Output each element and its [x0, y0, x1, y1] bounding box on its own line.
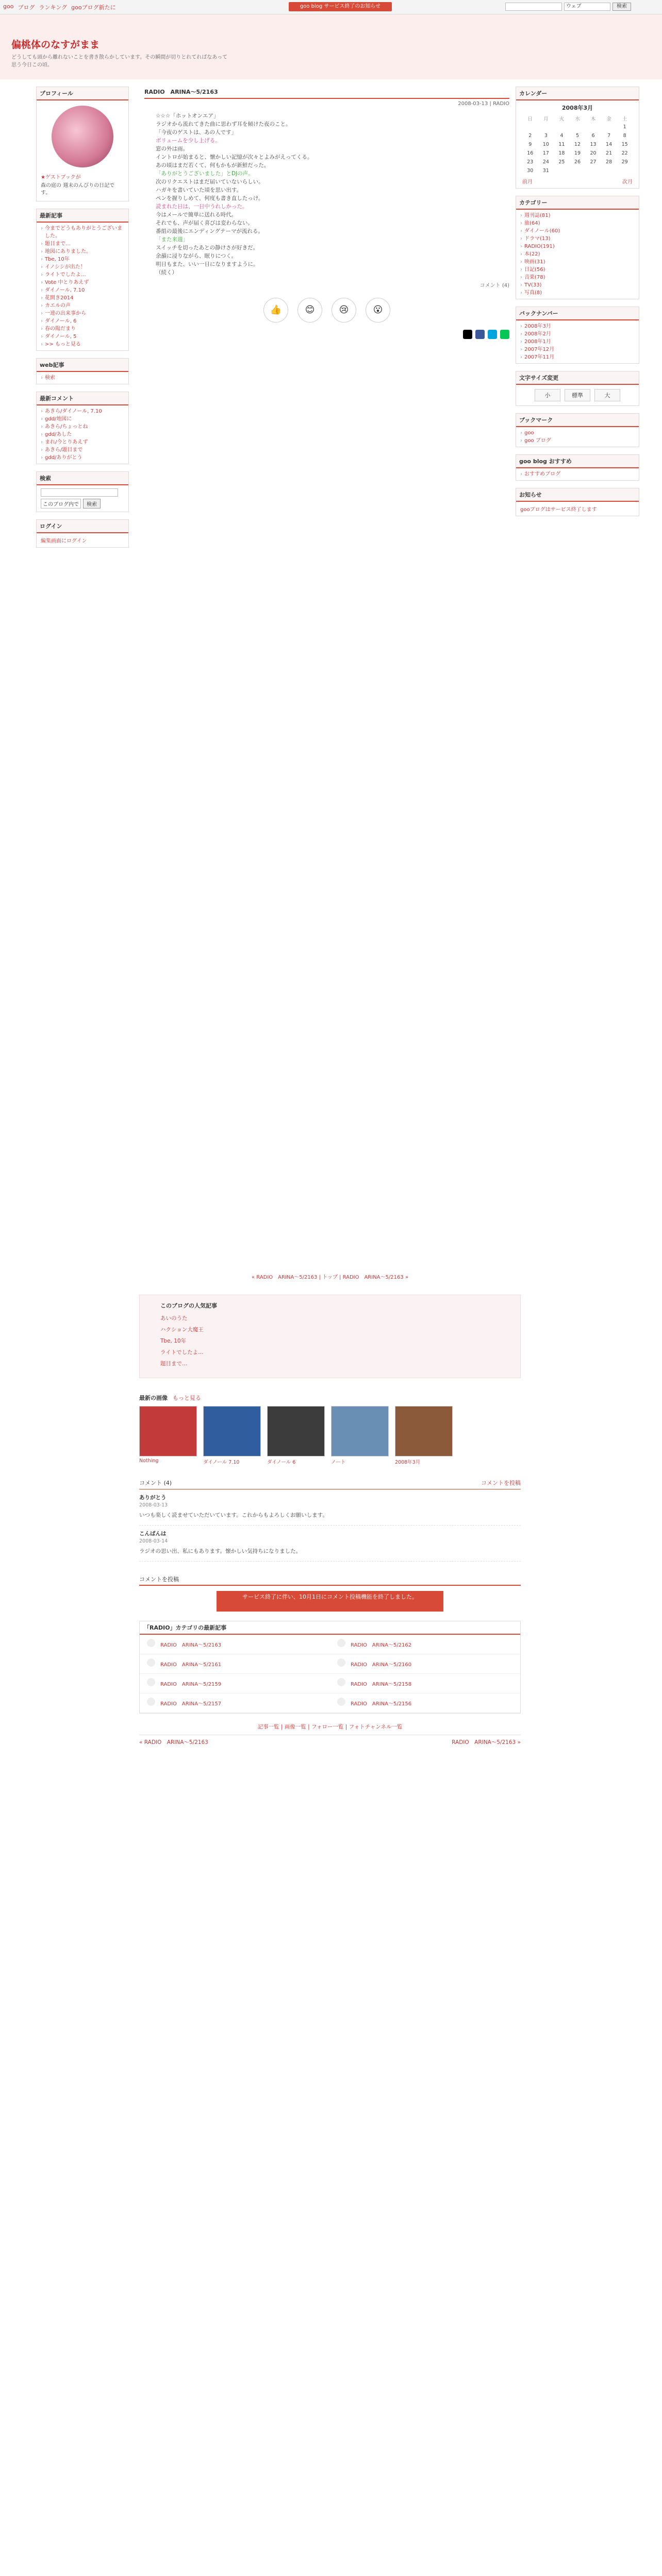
calendar-day[interactable]: 11	[558, 142, 565, 147]
reaction-sad-button[interactable]: 😢	[332, 298, 356, 323]
thumbnail-caption[interactable]: 2008年3月	[395, 1460, 421, 1465]
recent-entry-item[interactable]: › 春の陽だまり	[41, 325, 124, 333]
login-heading: ログイン	[37, 520, 128, 533]
entry-line: それでも、声が届く喜びは変わらない。	[156, 220, 253, 226]
calendar-day[interactable]: 10	[542, 142, 549, 147]
category-item[interactable]: › RADIO(191)	[520, 243, 635, 250]
entry-line: ボリュームを少し上げる。	[156, 138, 221, 144]
calendar-day[interactable]: 9	[528, 142, 532, 147]
entry-title[interactable]: RADIO ARINA〜5/2163	[144, 89, 218, 95]
backnumber-item[interactable]: › 2008年1月	[520, 338, 635, 346]
comment-date: 2008-03-13	[139, 1502, 168, 1508]
category-item[interactable]: › 音楽(78)	[520, 274, 635, 281]
category-item[interactable]: › 本(22)	[520, 250, 635, 258]
backnumber-item[interactable]: › 2008年2月	[520, 330, 635, 338]
recent-entry-item[interactable]: › 花開き2014	[41, 294, 124, 302]
popular-ranking-box	[139, 1295, 521, 1378]
entry-line: ☆☆☆「ホットオンエア」	[156, 113, 219, 119]
calendar-day	[601, 123, 617, 131]
category-latest-item[interactable]: RADIO ARINA〜5/2161	[140, 1654, 330, 1674]
comments-section	[139, 1479, 521, 1562]
calendar-day[interactable]: 16	[527, 150, 534, 156]
blog-title[interactable]: 偏桃体のなすがまま	[11, 39, 100, 50]
categories-heading: カテゴリー	[516, 196, 639, 210]
thumbnail-caption[interactable]: ダイノール 6	[267, 1460, 296, 1465]
recent-entry-item[interactable]: › 題目まで…	[41, 240, 124, 248]
calendar-weekday: 木	[590, 116, 596, 122]
calendar-day	[617, 166, 633, 175]
entry-line: 「今夜のゲストは、あの人です」	[156, 129, 237, 135]
category-item[interactable]: › ダイノール(60)	[520, 227, 635, 235]
goo-links-box	[516, 454, 639, 481]
comment-closed-notice[interactable]: サービス終了に伴い、10月1日にコメント投稿機能を終了しました。	[217, 1591, 443, 1612]
backnumber-item[interactable]: › 2007年12月	[520, 346, 635, 353]
share-facebook-icon[interactable]	[475, 330, 485, 339]
footer-links[interactable]: 記事一覧 | 画像一覧 | フォロー一覧 | フォトチャンネル一覧	[257, 1724, 403, 1730]
calendar-day[interactable]: 8	[623, 133, 626, 139]
top-link-new[interactable]: gooブログ新たに	[71, 4, 116, 11]
entry-header	[144, 87, 509, 99]
calendar-day[interactable]: 31	[542, 168, 549, 174]
calendar-day	[585, 123, 601, 131]
calendar-day[interactable]: 14	[606, 142, 613, 147]
lower-section	[139, 1273, 521, 1746]
entry-line: 「また来週」	[156, 236, 188, 243]
calendar-day[interactable]: 6	[591, 133, 595, 139]
category-item[interactable]: › 映画(31)	[520, 258, 635, 266]
calendar-weekday: 月	[543, 116, 549, 122]
calendar-day[interactable]: 13	[590, 142, 597, 147]
left-sidebar	[36, 87, 129, 555]
recent-entry-item[interactable]: › 今までどうもありがとうございました。	[41, 225, 124, 240]
recent-comments-heading: 最新コメント	[37, 392, 128, 405]
web-links-box	[36, 358, 129, 384]
top-link-goo[interactable]: goo	[3, 3, 14, 10]
calendar-day[interactable]: 4	[560, 133, 564, 139]
top-link-blog[interactable]: ブログ	[18, 4, 35, 11]
blog-search-input[interactable]	[41, 488, 118, 497]
calendar-day[interactable]: 30	[527, 168, 534, 174]
notice-heading: お知らせ	[516, 488, 639, 502]
fontsize-large-button[interactable]: 大	[594, 389, 620, 401]
entry-line: ラジオから流れてきた曲に思わず耳を傾けた夜のこと。	[156, 121, 291, 127]
category-item[interactable]: › TV(33)	[520, 281, 635, 289]
top-search	[505, 3, 631, 11]
reaction-buttons	[144, 298, 509, 323]
calendar-day[interactable]: 20	[590, 150, 597, 156]
entry-line: （続く）	[156, 269, 177, 276]
recent-comment-item[interactable]: › gdd/ありがとう	[41, 454, 124, 462]
reaction-like-button[interactable]: 👍	[263, 298, 288, 323]
calendar-day	[538, 123, 554, 131]
entry-body	[144, 112, 509, 277]
comment-text: ラジオの思い出、私にもあります。懐かしい気持ちになりました。	[139, 1548, 302, 1554]
recent-entry-item[interactable]: › 一連の出来事から	[41, 310, 124, 317]
ranking-heading: このブログの人気記事	[160, 1302, 217, 1309]
category-item[interactable]: › 週刊誌(81)	[520, 212, 635, 219]
profile-text: 森の庭の 週末のんびりの日記です。	[41, 183, 115, 196]
next-entry-link[interactable]: RADIO ARINA〜5/2163 »	[452, 1739, 521, 1745]
bookmark-heading: ブックマーク	[516, 414, 639, 427]
fontsize-heading: 文字サイズ変更	[516, 371, 639, 385]
category-latest-item[interactable]: RADIO ARINA〜5/2162	[330, 1635, 520, 1654]
thumbnail-card[interactable]	[267, 1406, 325, 1465]
recent-comment-item[interactable]: › gdd/地図に	[41, 415, 124, 423]
recent-images-heading: 最新の画像	[139, 1395, 168, 1401]
calendar-day[interactable]: 21	[606, 150, 613, 156]
top-bar	[0, 0, 662, 14]
entry-line: 番組の最後にエンディングテーマが流れる。	[156, 228, 263, 234]
category-latest-item[interactable]: RADIO ARINA〜5/2157	[140, 1693, 330, 1713]
calendar-day[interactable]: 28	[606, 159, 613, 165]
ranking-item[interactable]: Tbe, 10年	[160, 1338, 187, 1344]
profile-name[interactable]: ★ゲストブックが	[41, 175, 81, 180]
calendar-day	[570, 123, 586, 131]
calendar-table	[522, 114, 633, 175]
blog-search-heading: 検索	[37, 472, 128, 485]
bookmark-item[interactable]: › goo ブログ	[520, 437, 635, 445]
calendar-day[interactable]: 2	[528, 133, 532, 139]
calendar-day[interactable]: 23	[527, 159, 534, 165]
ranking-item[interactable]: ハクション大魔王	[160, 1327, 204, 1333]
recent-entry-item[interactable]: › カエルの声	[41, 302, 124, 310]
blog-search-scope[interactable]: このブログ内で	[41, 499, 81, 509]
entry-date: 2008-03-13 | RADIO	[458, 101, 509, 107]
entry-line: ハガキを書いていた頃を思い出す。	[156, 187, 242, 193]
recent-entry-item[interactable]: › ダイノール, 6	[41, 317, 124, 325]
blog-search-box	[36, 471, 129, 512]
calendar-day	[601, 166, 617, 175]
top-search-button[interactable]: 検索	[613, 3, 631, 11]
entry-line: 次のリクエストはまだ届いていないらしい。	[156, 179, 264, 185]
thumbnail-image[interactable]	[331, 1406, 389, 1456]
recent-comment-item[interactable]: › まれ/今とりあえず	[41, 438, 124, 446]
backnumber-box	[516, 307, 639, 364]
comments-heading: コメント (4)	[139, 1480, 172, 1486]
ranking-item[interactable]: 題目まで…	[160, 1361, 188, 1367]
thumbnail-caption[interactable]: Nothing	[139, 1458, 159, 1464]
page-body	[31, 87, 633, 1210]
calendar-day[interactable]: 15	[621, 142, 628, 147]
blog-description: どうしても頭から離れないことを書き散らかしています。その瞬間が切りとれてればなあって思う今日この頃。	[11, 55, 228, 68]
calendar-weekday: 日	[527, 116, 533, 122]
profile-box	[36, 87, 129, 201]
recent-images	[139, 1394, 521, 1465]
comment-text: いつも楽しく読ませていただいています。これからもよろしくお願いします。	[139, 1512, 328, 1518]
fontsize-medium-button[interactable]: 標準	[565, 389, 590, 401]
comment-item	[139, 1489, 521, 1526]
calendar-prev[interactable]: 前月	[522, 179, 533, 185]
recent-entry-item[interactable]: › ライトでしたよ…	[41, 271, 124, 279]
goo-link-item[interactable]: › おすすめブログ	[520, 470, 635, 478]
share-x-icon[interactable]	[463, 330, 472, 339]
profile-heading: プロフィール	[37, 87, 128, 100]
entry-line: 窓の外は雨。	[156, 146, 188, 152]
breadcrumb[interactable]: « RADIO ARINA〜5/2163 | トップ | RADIO ARINA〜5/2163 »	[251, 1275, 409, 1280]
thumbnail-caption[interactable]: ノート	[331, 1460, 346, 1465]
thumbnail-card[interactable]	[139, 1406, 197, 1465]
share-line-icon[interactable]	[500, 330, 509, 339]
calendar-next[interactable]: 次月	[622, 179, 633, 185]
category-item[interactable]: › 旅(64)	[520, 219, 635, 227]
entry-line: 明日もまた、いい一日になりますように。	[156, 261, 259, 267]
calendar-day[interactable]: 22	[621, 150, 628, 156]
calendar-day	[585, 166, 601, 175]
top-links	[3, 3, 116, 11]
blog-header	[0, 14, 662, 79]
category-latest-box	[139, 1621, 521, 1714]
blog-search-button[interactable]: 検索	[83, 499, 101, 509]
comment-title: こんばんは	[139, 1531, 167, 1537]
recent-entry-item[interactable]: › ダイノール, 5	[41, 333, 124, 341]
calendar-day[interactable]: 5	[575, 133, 579, 139]
fontsize-box	[516, 371, 639, 406]
web-link-item[interactable]: › 検索	[41, 374, 124, 382]
entry-line: 「ありがとうございました」とDJの声。	[156, 171, 254, 177]
share-hatena-icon[interactable]	[488, 330, 497, 339]
category-latest-item[interactable]: RADIO ARINA〜5/2156	[330, 1693, 520, 1713]
backnumber-item[interactable]: › 2008年3月	[520, 323, 635, 330]
recent-entries-heading: 最新記事	[37, 209, 128, 223]
bookmark-item[interactable]: › goo	[520, 429, 635, 437]
search-scope-select[interactable]: ウェブ	[564, 3, 610, 11]
recent-entry-item[interactable]: › Tbe, 10年	[41, 256, 124, 263]
login-link[interactable]: 編集画面にログイン	[41, 538, 87, 544]
recent-entry-item[interactable]: › イノシシが出た！	[41, 263, 124, 271]
recent-entry-item[interactable]: › Vote 中とりあえず	[41, 279, 124, 286]
comment-item	[139, 1526, 521, 1562]
category-latest-item[interactable]: RADIO ARINA〜5/2158	[330, 1674, 520, 1693]
thumbnail-card[interactable]	[395, 1406, 453, 1465]
recent-entries-box	[36, 209, 129, 351]
backnumber-item[interactable]: › 2007年11月	[520, 353, 635, 361]
top-search-input[interactable]	[505, 3, 562, 11]
calendar-day[interactable]: 17	[542, 150, 549, 156]
calendar-day	[522, 123, 538, 131]
calendar-weekday: 火	[559, 116, 565, 122]
category-latest-item[interactable]: RADIO ARINA〜5/2160	[330, 1654, 520, 1674]
share-buttons	[144, 330, 509, 339]
fontsize-small-button[interactable]: 小	[535, 389, 560, 401]
main-content	[144, 87, 509, 339]
thumbnail-caption[interactable]: ダイノール 7.10	[203, 1460, 240, 1465]
calendar-weekday: 水	[575, 116, 580, 122]
post-comment-section	[139, 1575, 521, 1612]
goo-links-heading: goo blog おすすめ	[516, 455, 639, 468]
right-sidebar	[516, 87, 639, 523]
entry-footer[interactable]: コメント (4)	[479, 283, 509, 289]
recent-comment-item[interactable]: › あきら/ダイノール, 7.10	[41, 408, 124, 415]
category-latest-heading: 「RADIO」カテゴリの最新記事	[140, 1621, 520, 1635]
recent-comment-item[interactable]: › あきら/ちょっとね	[41, 423, 124, 431]
calendar-weekday: 金	[606, 116, 611, 122]
entry-line: スイッチを切ったあとの静けさが好きだ。	[156, 245, 259, 251]
calendar-box	[516, 87, 639, 189]
calendar-day[interactable]: 26	[574, 159, 581, 165]
footer-nav	[139, 1735, 521, 1746]
more-link[interactable]: › >> もっと見る	[41, 341, 124, 348]
categories-box	[516, 196, 639, 299]
calendar-day	[554, 166, 570, 175]
login-box	[36, 519, 129, 548]
reaction-surprise-button[interactable]: 😮	[366, 298, 390, 323]
calendar-weekday: 土	[622, 116, 627, 122]
thumbnail-image[interactable]	[203, 1406, 261, 1456]
thumbnail-card[interactable]	[203, 1406, 261, 1465]
bookmark-box	[516, 413, 639, 447]
calendar-day[interactable]: 29	[621, 159, 628, 165]
backnumber-heading: バックナンバー	[516, 307, 639, 320]
calendar-day	[554, 123, 570, 131]
avatar	[52, 106, 113, 167]
reaction-smile-button[interactable]: 😊	[297, 298, 322, 323]
ranking-item[interactable]: ライトでしたよ…	[160, 1349, 204, 1355]
calendar-heading: カレンダー	[516, 87, 639, 100]
recent-images-more-link[interactable]: もっと見る	[172, 1395, 201, 1401]
category-item[interactable]: › ドラマ(13)	[520, 235, 635, 243]
calendar-day[interactable]: 1	[623, 124, 626, 130]
comment-title: ありがとう	[139, 1495, 167, 1501]
thumbnail-card[interactable]	[331, 1406, 389, 1465]
calendar-day[interactable]: 19	[574, 150, 581, 156]
notice-text[interactable]: gooブログはサービス終了します	[520, 507, 597, 513]
calendar-day[interactable]: 27	[590, 159, 597, 165]
recent-entry-item[interactable]: › ダイノール, 7.10	[41, 286, 124, 294]
calendar-day[interactable]: 7	[607, 133, 611, 139]
calendar-day[interactable]: 24	[542, 159, 549, 165]
category-item[interactable]: › 写真(8)	[520, 289, 635, 297]
calendar-day[interactable]: 12	[574, 142, 581, 147]
entry-line: 余韻に浸りながら、眠りにつく。	[156, 253, 237, 259]
web-links-heading: web記事	[37, 359, 128, 372]
calendar-day[interactable]: 18	[558, 150, 565, 156]
recent-comments-box	[36, 392, 129, 464]
entry-line: ペンを握りしめて、何度も書き直したっけ。	[156, 195, 264, 201]
entry-line: 今はメールで簡単に送れる時代。	[156, 212, 237, 218]
calendar-month: 2008年3月	[561, 105, 593, 111]
thumbnail-image[interactable]	[267, 1406, 325, 1456]
entry-line: 読まれた日は、一日中うれしかった。	[156, 204, 248, 210]
recent-entry-item[interactable]: › 地図にありました。	[41, 248, 124, 256]
recent-comment-item[interactable]: › gdd/あした	[41, 431, 124, 438]
notice-box	[516, 488, 639, 516]
prev-entry-link[interactable]: « RADIO ARINA〜5/2163	[139, 1739, 208, 1745]
recent-comment-item[interactable]: › あきら/題目まで	[41, 446, 124, 454]
entry-line: あの頃はまだ若くて、何もかもが新鮮だった。	[156, 162, 270, 168]
top-link-ranking[interactable]: ランキング	[39, 4, 68, 11]
post-comment-heading: コメントを投稿	[139, 1575, 521, 1586]
comment-date: 2008-03-14	[139, 1538, 168, 1544]
category-latest-item[interactable]: RADIO ARINA〜5/2163	[140, 1635, 330, 1654]
category-latest-item[interactable]: RADIO ARINA〜5/2159	[140, 1674, 330, 1693]
thumbnail-image[interactable]	[395, 1406, 453, 1456]
entry-line: イントロが始まると、懐かしい記憶が次々とよみがえってくる。	[156, 154, 313, 160]
calendar-day	[570, 166, 586, 175]
category-item[interactable]: › 日記(56)	[520, 266, 635, 274]
recent-entries-list	[37, 223, 128, 350]
calendar-day[interactable]: 3	[544, 133, 548, 139]
ranking-item[interactable]: あいのうた	[160, 1315, 188, 1321]
thumbnail-image[interactable]	[139, 1406, 197, 1456]
calendar-day[interactable]: 25	[558, 159, 565, 165]
comments-link[interactable]: コメントを投稿	[481, 1480, 521, 1486]
service-end-notice[interactable]: goo blog サービス終了のお知らせ	[289, 2, 392, 11]
